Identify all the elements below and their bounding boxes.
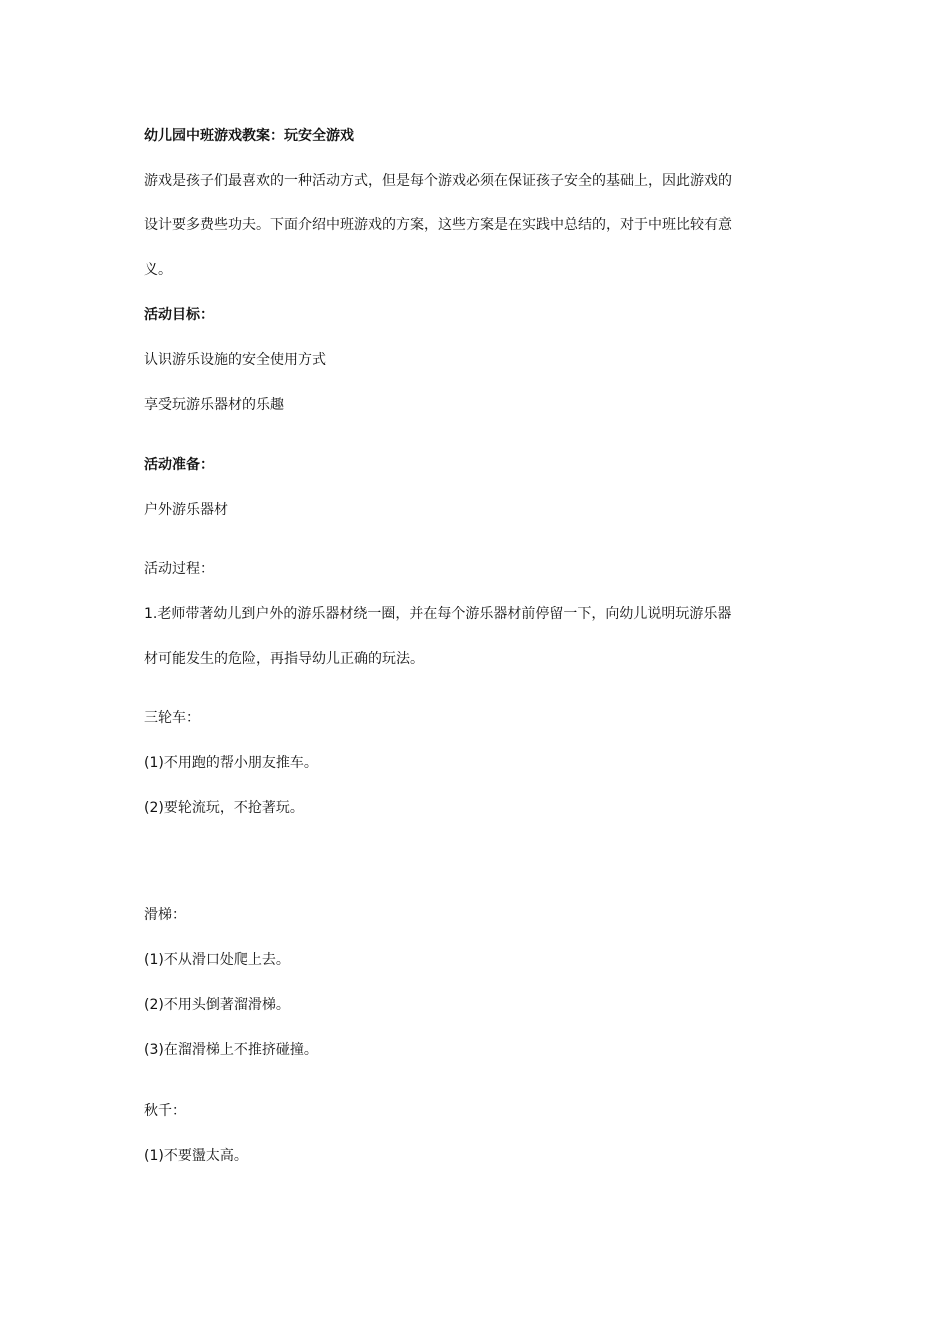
process-heading: 活动过程： xyxy=(144,561,214,577)
preparation-text: 户外游乐器材 xyxy=(144,502,228,518)
document-title: 幼儿园中班游戏教案：玩安全游戏 xyxy=(144,128,354,144)
tricycle-heading: 三轮车： xyxy=(144,710,200,726)
slide-item-3: (3)在溜滑梯上不推挤碰撞。 xyxy=(144,1042,318,1058)
goal-item-2: 享受玩游乐器材的乐趣 xyxy=(144,397,284,413)
slide-item-2: (2)不用头倒著溜滑梯。 xyxy=(144,997,290,1013)
slide-heading: 滑梯： xyxy=(144,907,186,923)
goals-heading: 活动目标： xyxy=(144,307,214,323)
swing-item-1: (1)不要盪太高。 xyxy=(144,1148,248,1164)
swing-heading: 秋千： xyxy=(144,1103,186,1119)
process-step1-line-2: 材可能发生的危险，再指导幼儿正确的玩法。 xyxy=(144,651,424,667)
slide-item-1: (1)不从滑口处爬上去。 xyxy=(144,952,290,968)
tricycle-item-1: (1)不用跑的帮小朋友推车。 xyxy=(144,755,318,771)
goal-item-1: 认识游乐设施的安全使用方式 xyxy=(144,352,326,368)
intro-line-1: 游戏是孩子们最喜欢的一种活动方式，但是每个游戏必须在保证孩子安全的基础上，因此游戏的 xyxy=(144,173,732,189)
intro-line-3: 义。 xyxy=(144,262,172,278)
intro-line-2: 设计要多费些功夫。下面介绍中班游戏的方案，这些方案是在实践中总结的，对于中班比较有意 xyxy=(144,217,732,233)
process-step1-line-1: 1.老师带著幼儿到户外的游乐器材绕一圈，并在每个游乐器材前停留一下，向幼儿说明玩游乐器 xyxy=(144,606,732,622)
preparation-heading: 活动准备： xyxy=(144,457,214,473)
tricycle-item-2: (2)要轮流玩，不抢著玩。 xyxy=(144,800,304,816)
